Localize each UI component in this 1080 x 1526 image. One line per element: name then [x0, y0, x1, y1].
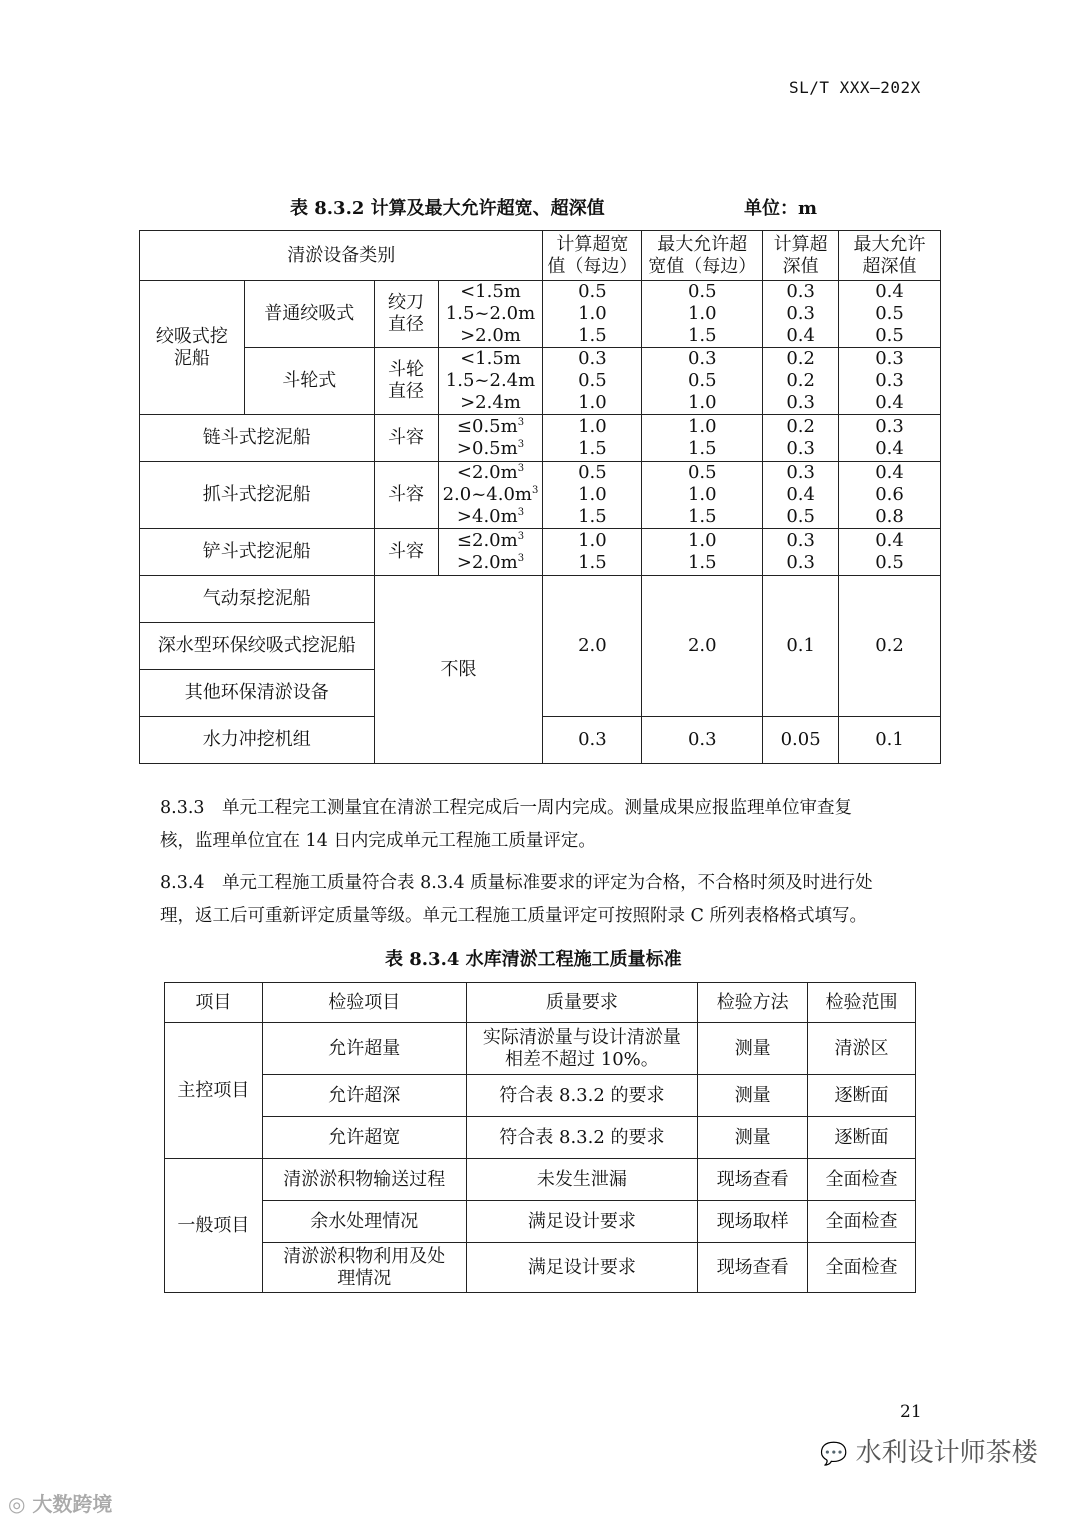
ordinary-mw: 0.5 1.0 1.5 — [642, 281, 763, 348]
row-item: 清淤淤积物利用及处 理情况 — [262, 1243, 466, 1293]
table-row — [140, 576, 941, 623]
grab-param: 斗容 — [374, 462, 438, 529]
cutter-group-label: 绞吸式挖 泥船 — [140, 281, 245, 415]
t2-header-req: 质量要求 — [466, 983, 698, 1023]
ordinary-name: 普通绞吸式 — [244, 281, 374, 348]
grab-mw: 0.5 1.0 1.5 — [642, 462, 763, 529]
header-max-depth: 最大允许 超深值 — [839, 231, 941, 281]
t2-header-method: 检验方法 — [698, 983, 808, 1023]
table-row — [165, 1075, 916, 1117]
other-env-name: 其他环保清淤设备 — [140, 670, 375, 717]
table-row — [165, 1159, 916, 1201]
page-number: 21 — [900, 1402, 922, 1422]
row-method: 测量 — [698, 1075, 808, 1117]
row-req: 符合表 8.3.2 的要求 — [466, 1117, 698, 1159]
bucketwheel-cd: 0.2 0.2 0.3 — [763, 348, 839, 415]
hydraulic-name: 水力冲挖机组 — [140, 717, 375, 764]
grab-name: 抓斗式挖泥船 — [140, 462, 375, 529]
row-req: 未发生泄漏 — [466, 1159, 698, 1201]
group-mw: 2.0 — [642, 576, 763, 717]
row-method: 测量 — [698, 1117, 808, 1159]
bucketwheel-param: 斗轮 直径 — [374, 348, 438, 415]
chain-cw: 1.0 1.5 — [543, 415, 642, 462]
clause-8-3-4: 8.3.4 单元工程施工质量符合表 8.3.4 质量标准要求的评定为合格，不合格时须及时进行处 理，返工后可重新评定质量等级。单元工程施工质量评定可按照附录 C 所列表格格式填写。 — [160, 873, 873, 926]
group-md: 0.2 — [839, 576, 941, 717]
table-row — [165, 1201, 916, 1243]
bucketwheel-mw: 0.3 0.5 1.0 — [642, 348, 763, 415]
table-row — [140, 529, 941, 576]
deepwater-name: 深水型环保绞吸式挖泥船 — [140, 623, 375, 670]
shovel-param: 斗容 — [374, 529, 438, 576]
row-item: 允许超深 — [262, 1075, 466, 1117]
chain-md: 0.3 0.4 — [839, 415, 941, 462]
t2-header-scope: 检验范围 — [808, 983, 916, 1023]
row-req: 满足设计要求 — [466, 1243, 698, 1293]
general-group-label: 一般项目 — [165, 1159, 263, 1293]
table-row — [165, 1117, 916, 1159]
row-method: 现场查看 — [698, 1243, 808, 1293]
main-group-label: 主控项目 — [165, 1023, 263, 1159]
grab-ranges: $<2.0m^3$ $2.0\sim 4.0m^3$ $>4.0m^3$ — [438, 462, 543, 529]
watermark-left: ◎ 大数跨境 — [8, 1492, 113, 1516]
brand-logo-icon: ◎ — [8, 1492, 26, 1516]
row-item: 余水处理情况 — [262, 1201, 466, 1243]
ordinary-cw: 0.5 1.0 1.5 — [543, 281, 642, 348]
header-calc-depth: 计算超 深值 — [763, 231, 839, 281]
hydraulic-md: 0.1 — [839, 717, 941, 764]
table1-unit: 单位：m — [744, 198, 818, 219]
watermark-right: 💬 水利设计师茶楼 — [820, 1438, 1038, 1468]
bucketwheel-cw: 0.3 0.5 1.0 — [543, 348, 642, 415]
row-scope: 全面检查 — [808, 1201, 916, 1243]
row-scope: 全面检查 — [808, 1243, 916, 1293]
group-cw: 2.0 — [543, 576, 642, 717]
grab-cw: 0.5 1.0 1.5 — [543, 462, 642, 529]
row-scope: 逐断面 — [808, 1075, 916, 1117]
ordinary-param: 绞刀 直径 — [374, 281, 438, 348]
table1-header-row — [140, 231, 941, 281]
row-method: 测量 — [698, 1023, 808, 1075]
table-row — [165, 1243, 916, 1293]
row-item: 允许超量 — [262, 1023, 466, 1075]
hydraulic-mw: 0.3 — [642, 717, 763, 764]
chain-param: 斗容 — [374, 415, 438, 462]
bucketwheel-name: 斗轮式 — [244, 348, 374, 415]
shovel-cd: 0.3 0.3 — [763, 529, 839, 576]
row-method: 现场查看 — [698, 1159, 808, 1201]
chain-name: 链斗式挖泥船 — [140, 415, 375, 462]
row-method: 现场取样 — [698, 1201, 808, 1243]
ordinary-md: 0.4 0.5 0.5 — [839, 281, 941, 348]
row-item: 清淤淤积物输送过程 — [262, 1159, 466, 1201]
bucketwheel-md: 0.3 0.3 0.4 — [839, 348, 941, 415]
t2-header-project: 项目 — [165, 983, 263, 1023]
table-quality-standard — [164, 982, 916, 1293]
row-req: 符合表 8.3.2 的要求 — [466, 1075, 698, 1117]
table2-caption: 表 8.3.4 水库清淤工程施工质量标准 — [385, 949, 682, 970]
chain-ranges: $\le 0.5m^3$ $>0.5m^3$ — [438, 415, 543, 462]
shovel-ranges: $\le 2.0m^3$ $>2.0m^3$ — [438, 529, 543, 576]
shovel-name: 铲斗式挖泥船 — [140, 529, 375, 576]
table-row — [140, 462, 941, 529]
ordinary-ranges: <1.5m 1.5~2.0m >2.0m — [438, 281, 543, 348]
header-max-width: 最大允许超 宽值（每边） — [642, 231, 763, 281]
chain-cd: 0.2 0.3 — [763, 415, 839, 462]
shovel-cw: 1.0 1.5 — [543, 529, 642, 576]
group-cd: 0.1 — [763, 576, 839, 717]
table-row — [140, 415, 941, 462]
row-item: 允许超宽 — [262, 1117, 466, 1159]
header-category: 清淤设备类别 — [140, 231, 543, 281]
row-scope: 全面检查 — [808, 1159, 916, 1201]
row-scope: 清淤区 — [808, 1023, 916, 1075]
table-row — [140, 348, 941, 415]
hydraulic-cd: 0.05 — [763, 717, 839, 764]
shovel-mw: 1.0 1.5 — [642, 529, 763, 576]
chain-mw: 1.0 1.5 — [642, 415, 763, 462]
ordinary-cd: 0.3 0.3 0.4 — [763, 281, 839, 348]
hydraulic-cw: 0.3 — [543, 717, 642, 764]
wechat-icon: 💬 — [820, 1442, 848, 1467]
pneumatic-name: 气动泵挖泥船 — [140, 576, 375, 623]
shovel-md: 0.4 0.5 — [839, 529, 941, 576]
unlimited-cell: 不限 — [374, 576, 543, 764]
header-calc-width: 计算超宽 值（每边） — [543, 231, 642, 281]
table-overwidth-overdepth — [139, 230, 941, 764]
table1-caption: 表 8.3.2 计算及最大允许超宽、超深值 — [290, 198, 605, 219]
table-row — [165, 1023, 916, 1075]
grab-cd: 0.3 0.4 0.5 — [763, 462, 839, 529]
table2-header-row — [165, 983, 916, 1023]
row-req: 实际清淤量与设计清淤量 相差不超过 10%。 — [466, 1023, 698, 1075]
row-req: 满足设计要求 — [466, 1201, 698, 1243]
table-row — [140, 281, 941, 348]
standard-code: SL/T XXX—202X — [789, 78, 921, 97]
bucketwheel-ranges: <1.5m 1.5~2.4m >2.4m — [438, 348, 543, 415]
t2-header-item: 检验项目 — [262, 983, 466, 1023]
grab-md: 0.4 0.6 0.8 — [839, 462, 941, 529]
row-scope: 逐断面 — [808, 1117, 916, 1159]
clause-8-3-3: 8.3.3 单元工程完工测量宜在清淤工程完成后一周内完成。测量成果应报监理单位审查复 核，监理单位宜在 14 日内完成单元工程施工质量评定。 — [160, 798, 853, 851]
